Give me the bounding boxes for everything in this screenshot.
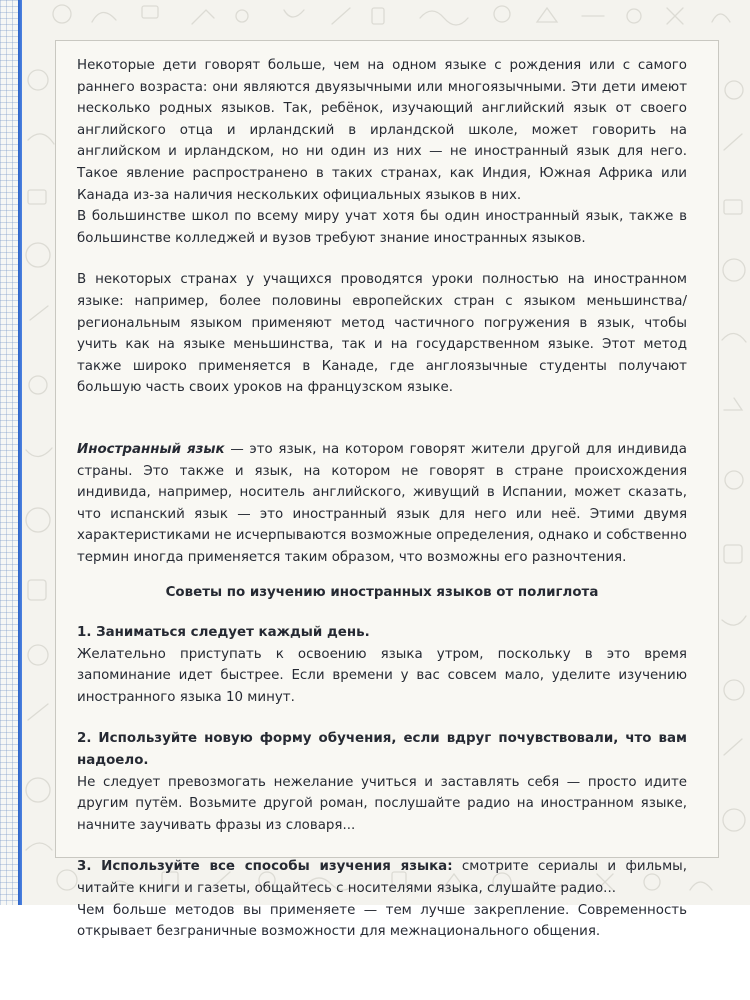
- definition-paragraph: [77, 439, 687, 569]
- intro-paragraph-1: Некоторые дети говорят больше, чем на одном языке с рождения или с самого раннего возраста: они являются двуязычными или многоязычными. Эти дети имеют несколько родных языков. Так, ребёнок, изучающий английский язык от своего английского отца и ирландский в ирландской школе, может говорить на английском и ирландском, но ни один из них — не иностранный язык для него. Такое явление распространено в таких странах, как Индия, Южная Африка или Канада из-за наличия нескольких официальных языков в них.: [77, 58, 687, 203]
- intro-paragraph-3: В некоторых странах у учащихся проводятся уроки полностью на иностранном языке: например, более половины европейских стран с языком меньшинства/региональным языком применяют метод частичного погружения в язык, чтобы учить как на языке меньшинства, так и на государственном языке. Этот метод также широко применяется в Канаде, где англоязычные студенты получают большую часть своих уроков на французском языке.: [77, 272, 687, 396]
- tip-3-extra: Чем больше методов вы применяете — тем лучше закрепление. Современность открывает безграничные возможности для межнационального общения.: [77, 902, 687, 940]
- definition-term: Иностранный язык: [77, 441, 225, 457]
- grid-paper-edge: [0, 0, 20, 905]
- article-body: [77, 55, 687, 943]
- intro-paragraph-2: В большинстве школ по всему миру учат хотя бы один иностранный язык, также в большинстве колледжей и вузов требуют знание иностранных языков.: [77, 209, 687, 246]
- tip-1-body: Желательно приступать к освоению языка утром, поскольку в это время запоминание идет быстрее. Если времени у вас совсем мало, уделите изучению иностранного языка 10 минут.: [77, 646, 687, 705]
- tip-1-title: 1. Заниматься следует каждый день.: [77, 625, 370, 641]
- tip-3-paragraph: [77, 856, 687, 899]
- tips-heading: Советы по изучению иностранных языков от полиглота: [165, 585, 599, 601]
- tip-2-body: Не следует превозмогать нежелание учиться и заставлять себя — просто идите другим путём. Возьмите другой роман, послушайте радио на иностранном языке, начните заучивать фразы из словаря...: [77, 774, 687, 833]
- tip-2-title: 2. Используйте новую форму обучения, если вдруг почувствовали, что вам надоело.: [77, 731, 687, 769]
- definition-text: — это язык, на котором говорят жители другой для индивида страны. Это также и язык, на котором не говорят в стране происхождения индивида, например, носитель английского, живущий в Испании, может сказать, что испанский язык — это иностранный язык для него или неё. Этими двумя характеристиками не исчерпываются возможные определения, однако и собственно термин иногда применяется таким образом, что возможны его разночтения.: [77, 441, 687, 565]
- tip-3-body: смотрите сериалы и фильмы, читайте книги и газеты, общайтесь с носителями языка, слушайте радио...: [77, 859, 687, 896]
- tip-3-title: 3. Используйте все способы изучения языка:: [77, 859, 453, 875]
